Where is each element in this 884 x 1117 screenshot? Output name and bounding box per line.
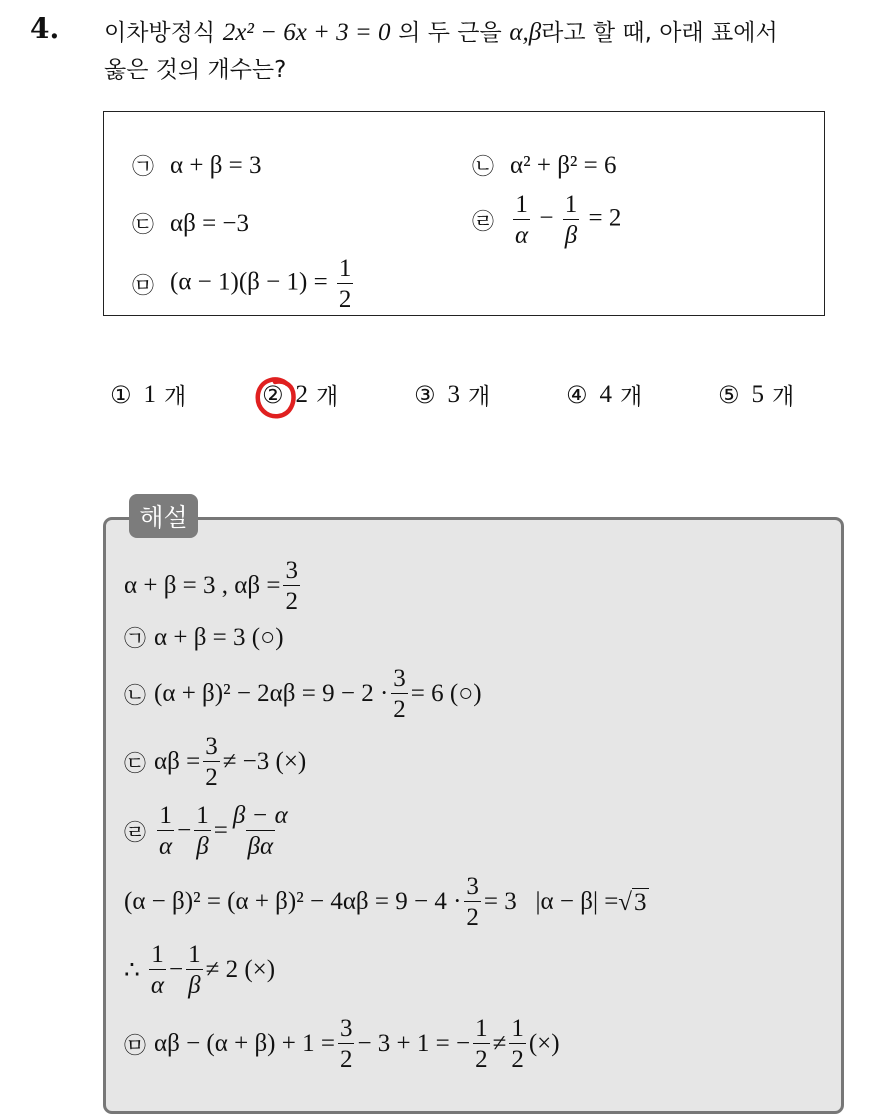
statement-label: ㉢ [132,213,155,238]
fraction: $\frac{1}{2}$ [338,255,352,313]
question-suffix: 라고 할 때, 아래 표에서 [541,20,778,46]
choice-1[interactable]: ① 1 개 [110,380,187,410]
statement-label: ㉣ [472,209,495,235]
solution-line-6: (α − β)² = (α + β)² − 4αβ = 9 − 4 · $\frac{3}{2}$ = 3 |α − β| = √ 3 [124,873,647,931]
solution-line-5: ㉣ $\frac{1}{\alpha}$ − $\frac{1}{\beta}$ = $\frac{\beta - \alpha}{\beta\alpha}$ [124,802,288,860]
statement-expr: α + β = 3 [170,151,262,179]
solution-tag: 해설 [129,494,198,538]
minus-sign: − [539,204,554,232]
solution-line-7: ∴ $\frac{1}{\alpha}$ − $\frac{1}{\beta}$ ≠ 2 (×) [124,941,276,999]
choice-4[interactable]: ④ 4 개 [566,380,643,410]
statement-expr: αβ = −3 [170,209,250,237]
solution-line-1: α + β = 3 , αβ = $\frac{3}{2}$ [124,557,298,615]
choice-2[interactable]: ② 2 개 [262,380,339,410]
question-line2: 옳은 것의 개수는? [104,57,287,83]
statement-e [132,256,356,312]
statement-expr: α² + β² = 6 [510,151,617,179]
statement-label: ㉠ [132,155,155,180]
statement-d [472,192,621,248]
question-roots: α,β [509,19,542,46]
statement-lhs: (α − 1)(β − 1) = [170,268,328,296]
solution-line-2: ㉠ α + β = 3 (○) [124,623,284,652]
statement-box [103,111,825,316]
question-number: 4. [30,12,60,45]
statement-a [132,150,262,181]
statement-label: ㉤ [132,273,155,299]
statement-c [132,208,249,239]
solution-line-4: ㉢ αβ = $\frac{3}{2}$ ≠ −3 (×) [124,733,307,791]
question-middle: 의 두 근을 [398,20,502,46]
statement-b [472,150,617,181]
solution-line-3: ㉡ (α + β)² − 2αβ = 9 − 2 · $\frac{3}{2}$ = 6 (○) [124,665,482,723]
choice-5[interactable]: ⑤ 5 개 [718,380,795,410]
statement-label: ㉡ [472,155,495,180]
fraction: $\frac{1}{\beta}$ [564,191,578,249]
question-prefix: 이차방정식 [104,20,216,46]
answer-choices [0,378,884,418]
fraction: $\frac{1}{\alpha}$ [515,191,529,249]
statement-rhs: = 2 [588,204,622,232]
answer-circle-mark [253,374,299,422]
question-equation: 2x² − 6x + 3 = 0 [222,19,391,46]
sqrt-symbol: √ 3 [618,888,647,916]
question-text [104,14,874,88]
solution-line-8: ㉤ αβ − (α + β) + 1 = $\frac{3}{2}$ − 3 + 1 = − $\frac{1}{2}$ ≠ $\frac{1}{2}$ (×) [124,1015,560,1073]
choice-3[interactable]: ③ 3 개 [414,380,491,410]
